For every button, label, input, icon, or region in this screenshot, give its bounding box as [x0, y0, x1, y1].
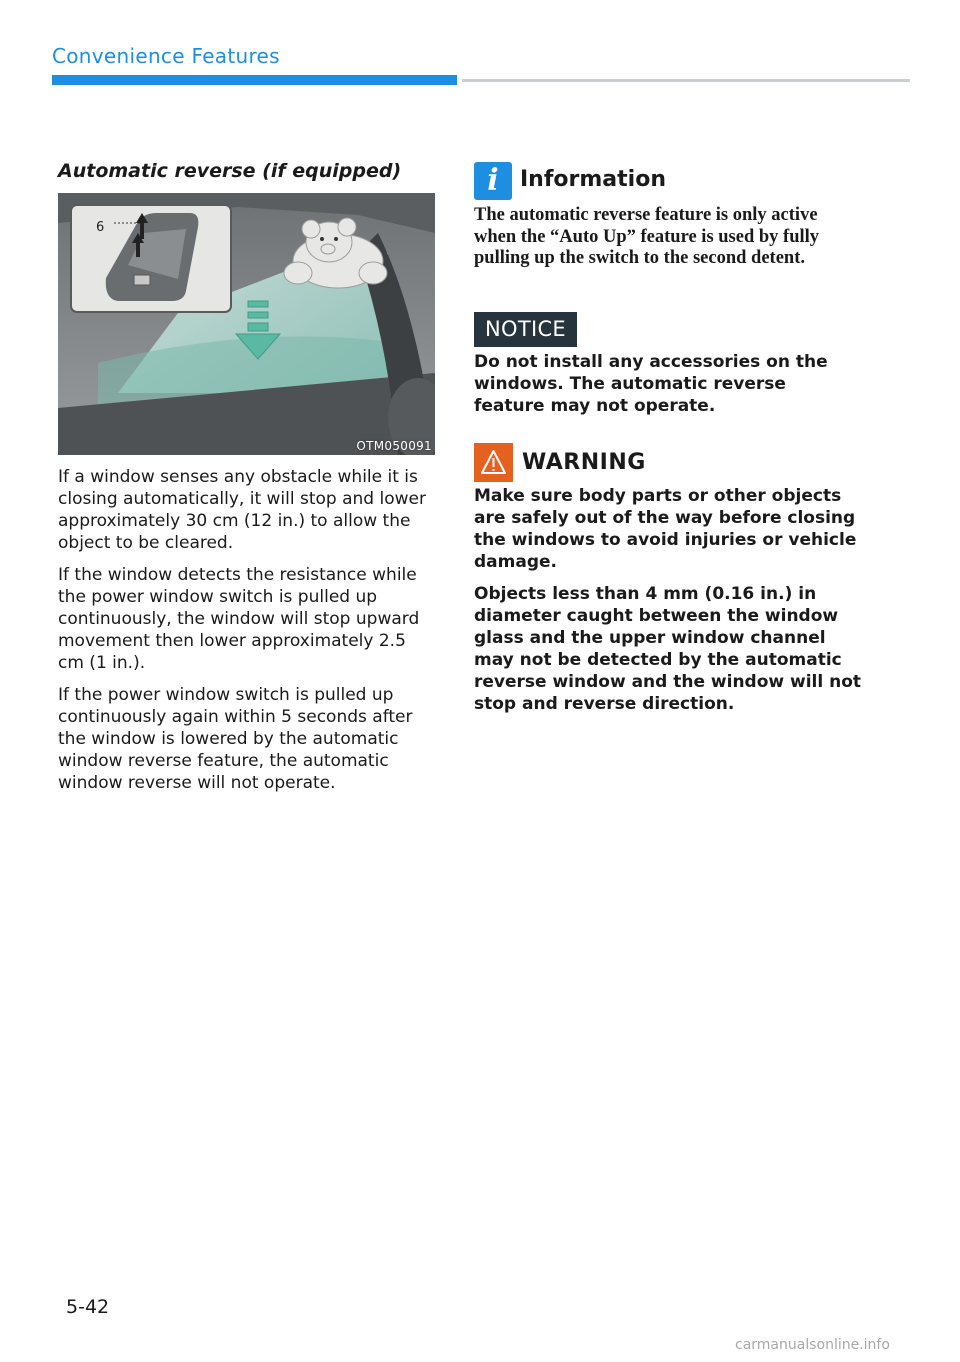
warning-paragraph: Objects less than 4 mm (0.16 in.) in diameter caught between the window glass and the upper window channel may not be detected by the automatic reverse window and the window will not stop and reverse direction. [474, 584, 862, 714]
paragraph: If the power window switch is pulled up continuously again within 5 seconds after the window is lowered by the automatic window reverse feature, the automatic window reverse will not operate. [58, 685, 413, 793]
warning-heading: WARNING [522, 450, 646, 475]
info-icon [474, 162, 512, 200]
window-illustration [58, 193, 435, 455]
paragraph: If the window detects the resistance while the power window switch is pulled up continuously, the window will stop upward movement then lower approximately 2.5 cm (1 in.). [58, 565, 420, 673]
header-rule [462, 79, 910, 82]
page-number: 5-42 [66, 1296, 110, 1318]
information-heading: Information [520, 167, 666, 192]
notice-text: Do not install any accessories on the windows. The automatic reverse feature may not operate. [474, 352, 828, 416]
warning-triangle-icon [474, 443, 513, 482]
window-reverse-illustration [58, 193, 435, 455]
figure-code: OTM050091 [356, 439, 432, 453]
watermark: carmanualsonline.info [735, 1337, 890, 1353]
paragraph: If a window senses any obstacle while it is closing automatically, it will stop and lower approximately 30 cm (12 in.) to allow the object to be cleared. [58, 467, 426, 553]
warning-paragraph: Make sure body parts or other objects are safely out of the way before closing the windows to avoid injuries or vehicle damage. [474, 486, 857, 572]
header-rule-accent [52, 75, 457, 85]
information-text: The automatic reverse feature is only active when the “Auto Up” feature is used by fully pulling up the switch to the second detent. [474, 205, 820, 268]
running-header: Convenience Features [52, 44, 280, 68]
notice-label: NOTICE [474, 312, 577, 347]
warning-text [474, 485, 864, 725]
body-text [58, 466, 428, 804]
section-title: Automatic reverse (if equipped) [58, 160, 402, 182]
info-icon-glyph: i [487, 163, 499, 198]
svg-text:6: 6 [96, 220, 105, 235]
